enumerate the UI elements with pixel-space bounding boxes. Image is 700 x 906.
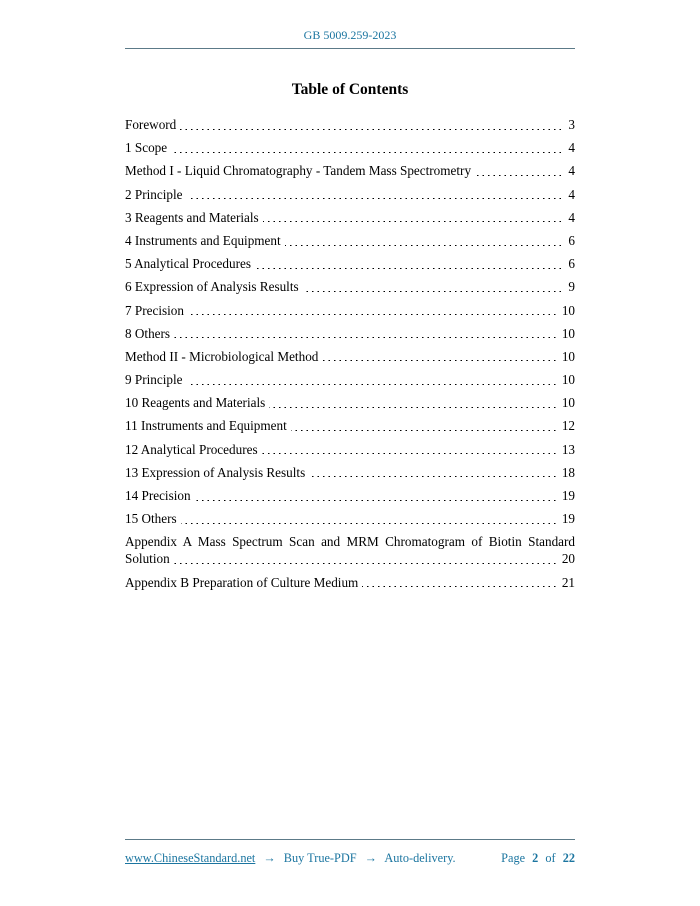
toc-entry[interactable] (125, 417, 575, 434)
toc-entry[interactable] (125, 325, 575, 342)
footer-delivery-text: Auto-delivery. (384, 851, 456, 865)
toc-entry-label: 2 Principle (125, 187, 187, 202)
toc-entry-label: 4 Instruments and Equipment (125, 233, 285, 248)
toc-entry-page: 18 (556, 464, 575, 481)
toc-entry-label: Method II - Microbiological Method (125, 349, 322, 364)
toc-entry[interactable] (125, 371, 575, 388)
arrow-icon: → (263, 851, 276, 865)
toc-entry-page: 9 (562, 278, 575, 295)
toc-entry[interactable] (125, 574, 575, 591)
toc-entry-page: 10 (556, 394, 575, 411)
toc-entry[interactable] (125, 278, 575, 295)
toc-entry-label: 7 Precision (125, 303, 188, 318)
toc-entry-label: 9 Principle (125, 372, 187, 387)
toc-entry-label: 8 Others (125, 326, 174, 341)
footer-of-label: of (545, 851, 556, 865)
toc-entry-label: 12 Analytical Procedures (125, 442, 262, 457)
footer-left (125, 851, 456, 866)
footer-page-label: Page (501, 851, 526, 865)
header-divider (125, 48, 575, 49)
footer-total-pages: 22 (562, 851, 575, 865)
toc-entry-page: 4 (562, 162, 575, 179)
toc-entry-page: 10 (556, 371, 575, 388)
toc-entry-page: 6 (562, 255, 575, 272)
toc-entry-page: 3 (562, 116, 575, 133)
toc-entry[interactable] (125, 209, 575, 226)
toc-entry[interactable] (125, 464, 575, 481)
toc-entry-page: 19 (556, 487, 575, 504)
toc-entry-page: 4 (562, 186, 575, 203)
page-title: Table of Contents (291, 81, 409, 98)
toc-entry-page: 4 (562, 209, 575, 226)
toc-entry-label: 10 Reagents and Materials (125, 395, 269, 410)
toc-entry-label: 5 Analytical Procedures (125, 256, 255, 271)
toc-entry-page: 21 (556, 574, 575, 591)
toc-entry-label: 13 Expression of Analysis Results (125, 465, 309, 480)
toc-entry[interactable] (125, 116, 575, 133)
site-link[interactable]: www.ChineseStandard.net (125, 851, 256, 865)
toc-entry-page: 6 (562, 232, 575, 249)
toc-entry[interactable] (125, 232, 575, 249)
toc-entry-label: Foreword (125, 117, 180, 132)
toc-entry-page: 19 (556, 510, 575, 527)
toc-entry-page: 10 (556, 348, 575, 365)
toc-entry-page: 12 (556, 417, 575, 434)
footer-buy-text: Buy True-PDF (283, 851, 357, 865)
toc-entry[interactable] (125, 487, 575, 504)
toc-entry-label: 3 Reagents and Materials (125, 210, 263, 225)
toc-entry-page: 10 (556, 302, 575, 319)
toc-entry[interactable] (125, 394, 575, 411)
toc-entry-label: 14 Precision (125, 488, 195, 503)
toc-entry[interactable] (125, 441, 575, 458)
toc-entry[interactable] (125, 162, 575, 179)
toc-entry-label: 1 Scope (125, 140, 171, 155)
toc-entry[interactable] (125, 533, 575, 567)
toc-entry-page: 10 (556, 325, 575, 342)
toc-entry-label: 15 Others (125, 511, 181, 526)
toc-entry-page: 13 (556, 441, 575, 458)
toc-entry[interactable] (125, 255, 575, 272)
toc-entry[interactable] (125, 510, 575, 527)
toc-list (125, 116, 575, 591)
page-footer (125, 839, 575, 866)
toc-entry[interactable] (125, 186, 575, 203)
footer-page-indicator (497, 851, 575, 866)
standard-number: GB 5009.259-2023 (303, 28, 397, 42)
toc-entry-page: 20 (556, 550, 575, 567)
toc-entry-label: Appendix A Mass Spectrum Scan and MRM Chromatogram of Biotin Standard Solution (125, 534, 575, 567)
toc-entry[interactable] (125, 139, 575, 156)
toc-entry-label: Method I - Liquid Chromatography - Tandem Mass Spectrometry (125, 163, 475, 178)
toc-entry-label: 11 Instruments and Equipment (125, 418, 291, 433)
arrow-icon: → (364, 851, 377, 865)
toc-entry-label: Appendix B Preparation of Culture Medium (125, 575, 362, 590)
footer-current-page: 2 (532, 851, 539, 865)
toc-entry-page: 4 (562, 139, 575, 156)
toc-entry[interactable] (125, 302, 575, 319)
toc-entry-label: 6 Expression of Analysis Results (125, 279, 303, 294)
toc-entry[interactable] (125, 348, 575, 365)
